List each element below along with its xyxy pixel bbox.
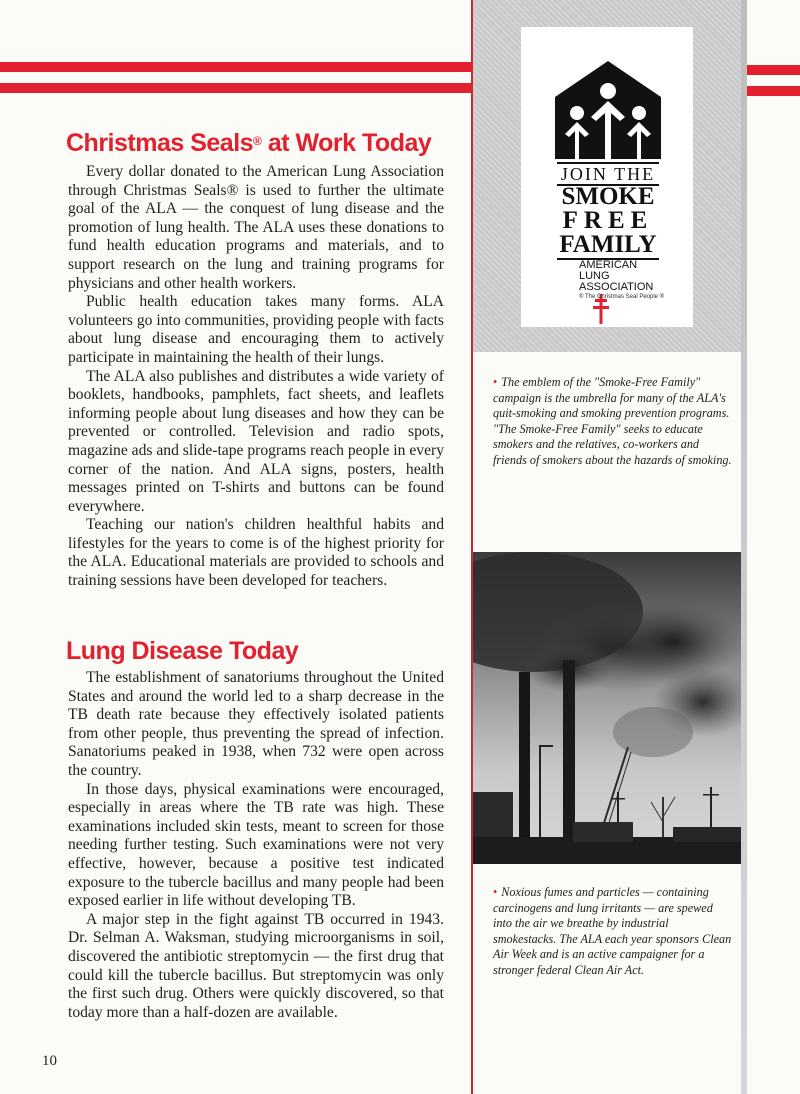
page-edge-strip [741,0,747,1094]
christmas-seals-body [68,163,444,591]
caption-bullet: • [493,885,498,899]
paragraph: The establishment of sanatoriums throughout the United States and around the world led to a sharp decrease in the TB death rate because they effectively isolated patients from other people, thus preventing the spread of infection. Sanatoriums peaked in 1938, when 732 were open across the country. [68,669,444,779]
red-stripe-left-top [0,62,472,72]
caption-smokestacks: • Noxious fumes and particles — containing carcinogens and lung irritants — are spewed into the air we breathe by industrial smokestacks. The ALA each year sponsors Clean Air Week and is an active campaigner for a stronger federal Clean Air Act. [493,885,732,977]
family-house-icon [555,61,661,159]
paragraph: Public health education takes many forms. ALA volunteers go into communities, providing people with facts about lung disease and encouraging them to actively participate in maintaining the health of their lungs. [68,293,444,366]
paragraph: Teaching our nation's children healthful habits and lifestyles for the years to come is of the highest priority for the ALA. Educational materials are provided to schools and training sessions have been developed for teachers. [68,516,444,590]
ala-tagline: ® The Christmas Seal People ® [579,294,665,300]
smoke-free-family-logo [521,27,693,327]
caption-bullet: • [493,375,498,389]
smokestacks-photo [473,552,741,864]
logo-family: FAMILY [557,232,659,260]
logo-smoke: SMOKE [561,183,655,210]
logo-join-the: JOIN THE [557,162,659,186]
red-stripe-right-bottom [742,86,800,96]
caption-emblem: • The emblem of the "Smoke-Free Family" campaign is the umbrella for many of the ALA's quit-smoking and smoking prevention programs. "The Smoke-Free Family" seeks to educate smokers and the relatives, co-workers and friends of smokers about the hazards of smoking. [493,375,732,467]
page-number: 10 [42,1053,57,1069]
paragraph: A major step in the fight against TB occurred in 1943. Dr. Selman A. Waksman, studying microorganisms in soil, discovered the antibiotic streptomycin — the first drug that could kill the tubercle bacillus. But streptomycin was only the first such drug. Others were quickly discovered, so that today more than a half-dozen are available. [68,910,444,1021]
paragraph: Every dollar donated to the American Lung Association through Christmas Seals® is used to further the ultimate goal of the ALA — the conquest of lung disease and the promotion of lung health. The ALA uses these donations to fund health education programs and materials, and to support research on the lung and training programs for physicians and other health workers. [68,163,444,292]
red-stripe-left-bottom [0,83,472,93]
column-divider [471,0,473,1094]
heading-christmas-seals: Christmas Seals® at Work Today [66,129,432,157]
paragraph: The ALA also publishes and distributes a wide variety of booklets, handbooks, pamphlets, fact sheets, and leaflets informing people about lung diseases and how they can be prevented or controlled. Television and radio spots, magazine ads and slide-tape programs reach people in every corner of the nation. And ALA signs, posters, health messages printed on T-shirts and buttons can be found everywhere. [68,367,444,515]
lung-disease-body [68,669,444,1022]
paragraph: In those days, physical examinations were encouraged, especially in areas where the TB rate was high. These examinations included skin tests, meant to screen for those needing further testing. Such examinations were not very effective, however, because a positive test indicated exposure to the tubercle bacillus and many people had been exposed earlier in life without developing TB. [68,780,444,910]
heading-lung-disease-today: Lung Disease Today [66,637,299,665]
logo-free: FREE [562,207,654,234]
red-stripe-right-top [742,65,800,75]
ala-name: AMERICAN LUNG ASSOCIATION [579,259,654,293]
